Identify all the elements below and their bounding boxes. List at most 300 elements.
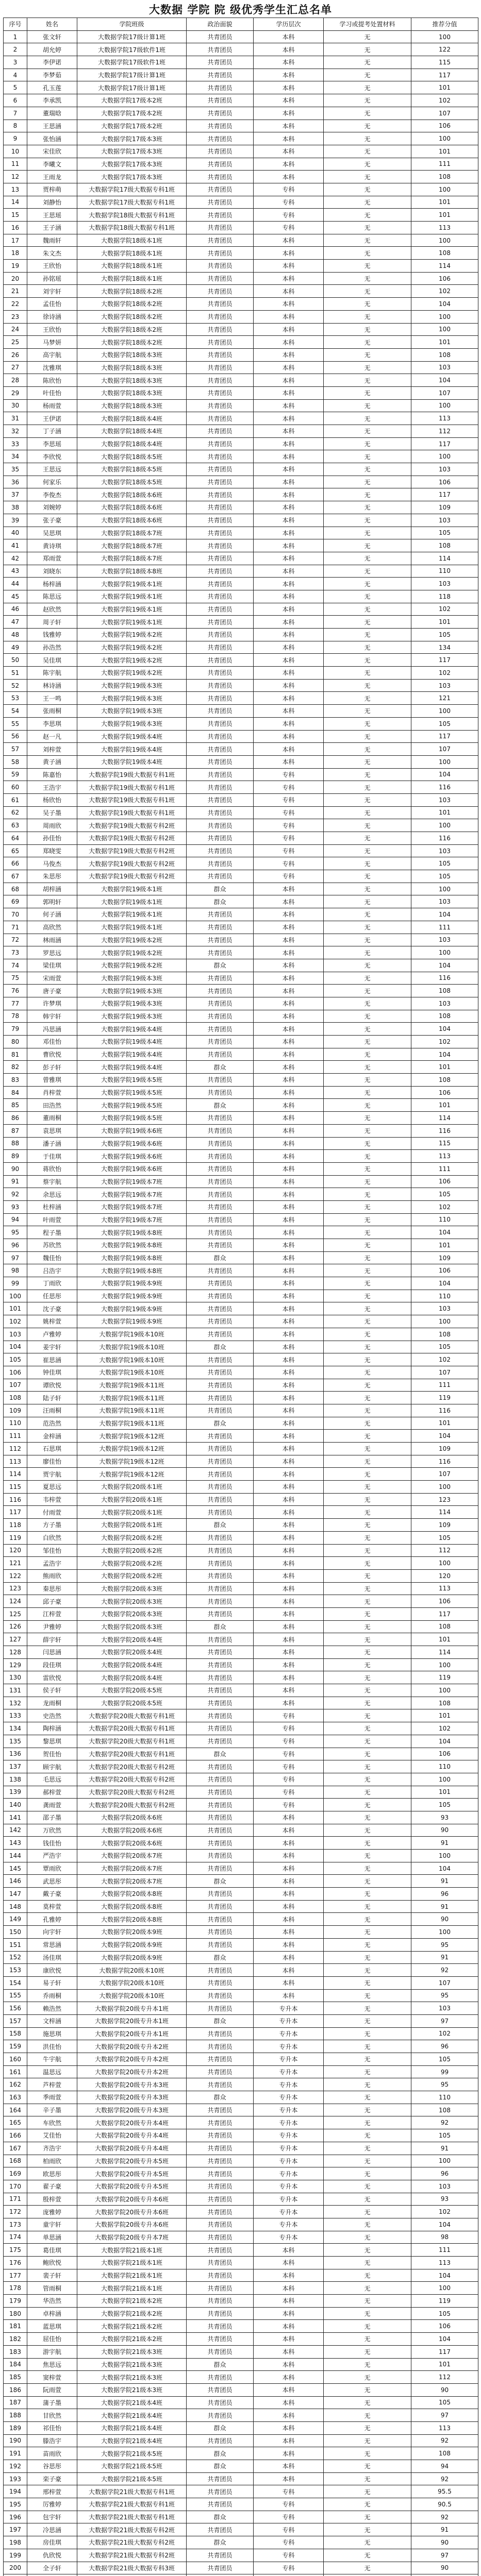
cell-index: 3 bbox=[4, 56, 27, 69]
cell-class: 大数据学院20级大数据专科2班 bbox=[77, 1760, 187, 1773]
cell-score: 100 bbox=[411, 2282, 478, 2295]
cell-class: 大数据学院19级本2班 bbox=[77, 934, 187, 946]
cell-index: 53 bbox=[4, 692, 27, 705]
cell-name: 洪佳怡 bbox=[27, 2040, 77, 2053]
cell-name: 阮雨萱 bbox=[27, 2383, 77, 2396]
cell-class: 大数据学院20级专升本2班 bbox=[77, 2065, 187, 2078]
cell-index: 18 bbox=[4, 247, 27, 260]
cell-score: 110 bbox=[411, 1213, 478, 1226]
cell-score: 100 bbox=[411, 1315, 478, 1328]
table-row bbox=[4, 1188, 478, 1201]
cell-class: 大数据学院19级本8班 bbox=[77, 1264, 187, 1277]
cell-political-status: 共青团员 bbox=[187, 1557, 254, 1570]
cell-political-status: 共青团员 bbox=[187, 1455, 254, 1468]
cell-index: 147 bbox=[4, 1888, 27, 1901]
cell-disciplinary-record: 无 bbox=[324, 806, 411, 819]
cell-class: 大数据学院17级本3班 bbox=[77, 132, 187, 145]
cell-disciplinary-record: 无 bbox=[324, 2511, 411, 2523]
cell-political-status: 共青团员 bbox=[187, 1010, 254, 1023]
cell-disciplinary-record: 无 bbox=[324, 1417, 411, 1430]
cell-political-status: 共青团员 bbox=[187, 1658, 254, 1671]
cell-education-level: 专科 bbox=[254, 209, 324, 222]
cell-education-level: 本科 bbox=[254, 336, 324, 349]
cell-education-level: 本科 bbox=[254, 2333, 324, 2346]
cell-class: 大数据学院19级大数据专科2班 bbox=[77, 819, 187, 832]
cell-score: 100 bbox=[411, 1773, 478, 1786]
cell-score: 103 bbox=[411, 2180, 478, 2193]
cell-class: 大数据学院19级大数据专科1班 bbox=[77, 793, 187, 806]
cell-education-level: 本科 bbox=[254, 514, 324, 527]
cell-education-level: 本科 bbox=[254, 1506, 324, 1519]
cell-name: 李伊诺 bbox=[27, 56, 77, 69]
cell-political-status: 共青团员 bbox=[187, 1900, 254, 1913]
cell-political-status: 共青团员 bbox=[187, 1023, 254, 1036]
cell-disciplinary-record: 无 bbox=[324, 1620, 411, 1633]
cell-disciplinary-record: 无 bbox=[324, 2269, 411, 2282]
cell-class: 大数据学院21级本4班 bbox=[77, 2434, 187, 2447]
table-row bbox=[4, 1735, 478, 1748]
table-row bbox=[4, 1251, 478, 1264]
cell-index: 133 bbox=[4, 1709, 27, 1722]
cell-score: 102 bbox=[411, 603, 478, 616]
cell-disciplinary-record: 无 bbox=[324, 972, 411, 985]
header-name: 姓名 bbox=[27, 18, 77, 31]
table-row bbox=[4, 755, 478, 768]
cell-name: 吕浩宇 bbox=[27, 1264, 77, 1277]
table-row bbox=[4, 1302, 478, 1315]
cell-class: 大数据学院17级本2班 bbox=[77, 94, 187, 107]
cell-score: 100 bbox=[411, 399, 478, 412]
cell-index: 116 bbox=[4, 1493, 27, 1506]
table-row bbox=[4, 2295, 478, 2308]
table-row bbox=[4, 895, 478, 908]
cell-class: 大数据学院18级本6班 bbox=[77, 488, 187, 501]
cell-index: 136 bbox=[4, 1748, 27, 1760]
cell-disciplinary-record: 无 bbox=[324, 857, 411, 870]
cell-education-level: 本科 bbox=[254, 2421, 324, 2434]
cell-name: 潘子涵 bbox=[27, 1137, 77, 1150]
cell-class: 大数据学院19级本7班 bbox=[77, 1213, 187, 1226]
cell-education-level: 本科 bbox=[254, 1837, 324, 1850]
cell-name: 彭子轩 bbox=[27, 1061, 77, 1074]
cell-name: 孙佳怡 bbox=[27, 832, 77, 845]
cell-index: 32 bbox=[4, 425, 27, 438]
cell-index: 92 bbox=[4, 1188, 27, 1201]
cell-index: 145 bbox=[4, 1862, 27, 1875]
cell-score: 102 bbox=[411, 667, 478, 680]
cell-score: 100 bbox=[411, 234, 478, 247]
cell-index: 135 bbox=[4, 1735, 27, 1748]
table-row bbox=[4, 1760, 478, 1773]
cell-index: 58 bbox=[4, 755, 27, 768]
cell-disciplinary-record: 无 bbox=[324, 908, 411, 921]
cell-political-status: 群众 bbox=[187, 1099, 254, 1112]
cell-name: 华浩然 bbox=[27, 2295, 77, 2308]
cell-political-status: 共青团员 bbox=[187, 1048, 254, 1061]
cell-name: 魏雨轩 bbox=[27, 234, 77, 247]
cell-disciplinary-record: 无 bbox=[324, 768, 411, 781]
cell-score: 104 bbox=[411, 1277, 478, 1290]
cell-disciplinary-record: 无 bbox=[324, 158, 411, 171]
cell-disciplinary-record: 无 bbox=[324, 30, 411, 43]
cell-name: 苗雨欣 bbox=[27, 2447, 77, 2460]
cell-disciplinary-record: 无 bbox=[324, 539, 411, 552]
table-row bbox=[4, 476, 478, 488]
cell-score: 101 bbox=[411, 806, 478, 819]
cell-class: 大数据学院20级本6班 bbox=[77, 1811, 187, 1824]
table-row bbox=[4, 2511, 478, 2523]
cell-class: 大数据学院19级本3班 bbox=[77, 1010, 187, 1023]
cell-score: 102 bbox=[411, 1353, 478, 1366]
cell-index: 134 bbox=[4, 1722, 27, 1735]
cell-political-status: 共青团员 bbox=[187, 171, 254, 183]
cell-political-status: 共青团员 bbox=[187, 30, 254, 43]
cell-score: 103 bbox=[411, 361, 478, 374]
cell-class: 大数据学院20级本3班 bbox=[77, 1595, 187, 1608]
cell-disciplinary-record: 无 bbox=[324, 2142, 411, 2155]
cell-index: 14 bbox=[4, 196, 27, 209]
cell-political-status: 共青团员 bbox=[187, 348, 254, 361]
cell-name: 韦梓萱 bbox=[27, 1493, 77, 1506]
cell-name: 牛宇航 bbox=[27, 2053, 77, 2066]
cell-political-status: 共青团员 bbox=[187, 908, 254, 921]
cell-disciplinary-record: 无 bbox=[324, 120, 411, 132]
cell-political-status: 共青团员 bbox=[187, 603, 254, 616]
cell-name: 刘婉婷 bbox=[27, 501, 77, 514]
cell-class: 大数据学院19级本2班 bbox=[77, 667, 187, 680]
cell-education-level: 专科 bbox=[254, 1760, 324, 1773]
cell-disciplinary-record: 无 bbox=[324, 43, 411, 56]
cell-education-level: 本科 bbox=[254, 2472, 324, 2485]
cell-political-status: 共青团员 bbox=[187, 145, 254, 158]
table-row bbox=[4, 2129, 478, 2142]
table-row bbox=[4, 374, 478, 387]
cell-score: 102 bbox=[411, 2027, 478, 2040]
cell-index: 9 bbox=[4, 132, 27, 145]
table-row bbox=[4, 946, 478, 959]
cell-index: 49 bbox=[4, 641, 27, 654]
cell-name: 董瑞晗 bbox=[27, 107, 77, 120]
table-row bbox=[4, 819, 478, 832]
cell-index: 28 bbox=[4, 374, 27, 387]
table-row bbox=[4, 1938, 478, 1951]
table-row bbox=[4, 781, 478, 794]
cell-political-status: 共青团员 bbox=[187, 361, 254, 374]
cell-name: 孟佳怡 bbox=[27, 298, 77, 311]
cell-political-status: 共青团员 bbox=[187, 667, 254, 680]
cell-name: 马俊杰 bbox=[27, 857, 77, 870]
cell-political-status: 共青团员 bbox=[187, 2523, 254, 2536]
cell-name: 夏思远 bbox=[27, 1481, 77, 1494]
cell-disciplinary-record: 无 bbox=[324, 1430, 411, 1443]
cell-score: 103 bbox=[411, 895, 478, 908]
cell-political-status: 共青团员 bbox=[187, 323, 254, 336]
cell-score: 111 bbox=[411, 921, 478, 934]
table-row bbox=[4, 437, 478, 450]
cell-political-status: 共青团员 bbox=[187, 1379, 254, 1392]
cell-disciplinary-record: 无 bbox=[324, 386, 411, 399]
table-row bbox=[4, 2167, 478, 2180]
cell-disciplinary-record: 无 bbox=[324, 1684, 411, 1697]
cell-class: 大数据学院18级本2班 bbox=[77, 285, 187, 298]
cell-score: 134 bbox=[411, 641, 478, 654]
cell-name: 陈宇航 bbox=[27, 667, 77, 680]
cell-disciplinary-record: 无 bbox=[324, 1175, 411, 1188]
cell-score: 100 bbox=[411, 946, 478, 959]
table-row bbox=[4, 552, 478, 565]
cell-disciplinary-record: 无 bbox=[324, 1023, 411, 1036]
cell-score: 113 bbox=[411, 2257, 478, 2269]
cell-political-status: 共青团员 bbox=[187, 412, 254, 425]
table-body bbox=[4, 30, 478, 2576]
cell-name: 邓佳怡 bbox=[27, 1036, 77, 1048]
cell-index: 89 bbox=[4, 1150, 27, 1163]
table-row bbox=[4, 1811, 478, 1824]
cell-political-status: 群众 bbox=[187, 2421, 254, 2434]
cell-education-level: 本科 bbox=[254, 743, 324, 756]
cell-disciplinary-record: 无 bbox=[324, 1607, 411, 1620]
cell-class: 大数据学院20级本7班 bbox=[77, 1862, 187, 1875]
cell-political-status: 共青团员 bbox=[187, 679, 254, 692]
cell-score: 101 bbox=[411, 145, 478, 158]
cell-name: 贾梓萌 bbox=[27, 183, 77, 196]
cell-index: 160 bbox=[4, 2053, 27, 2066]
cell-index: 15 bbox=[4, 209, 27, 222]
cell-name: 童宇轩 bbox=[27, 2218, 77, 2231]
cell-political-status: 共青团员 bbox=[187, 2269, 254, 2282]
table-row bbox=[4, 69, 478, 81]
cell-education-level: 本科 bbox=[254, 921, 324, 934]
cell-class: 大数据学院19级本1班 bbox=[77, 616, 187, 629]
cell-education-level: 本科 bbox=[254, 2257, 324, 2269]
table-row bbox=[4, 2421, 478, 2434]
cell-political-status: 共青团员 bbox=[187, 2282, 254, 2295]
cell-disciplinary-record: 无 bbox=[324, 1036, 411, 1048]
cell-education-level: 本科 bbox=[254, 2396, 324, 2409]
cell-name: 梁佳琪 bbox=[27, 959, 77, 972]
cell-political-status: 共青团员 bbox=[187, 692, 254, 705]
cell-class: 大数据学院21级本4班 bbox=[77, 2409, 187, 2422]
cell-name: 王欣怡 bbox=[27, 323, 77, 336]
cell-disciplinary-record: 无 bbox=[324, 450, 411, 463]
table-row bbox=[4, 361, 478, 374]
cell-political-status: 共青团员 bbox=[187, 819, 254, 832]
cell-name: 焦思远 bbox=[27, 2358, 77, 2371]
table-row bbox=[4, 2027, 478, 2040]
cell-class: 大数据学院17级大数据专科1班 bbox=[77, 183, 187, 196]
table-row bbox=[4, 1888, 478, 1901]
cell-score: 106 bbox=[411, 120, 478, 132]
cell-political-status: 共青团员 bbox=[187, 69, 254, 81]
table-row bbox=[4, 107, 478, 120]
table-row bbox=[4, 1684, 478, 1697]
cell-class: 大数据学院19级大数据专科1班 bbox=[77, 781, 187, 794]
cell-political-status: 共青团员 bbox=[187, 539, 254, 552]
table-row bbox=[4, 730, 478, 743]
cell-name: 丁雨欣 bbox=[27, 1277, 77, 1290]
cell-education-level: 本科 bbox=[254, 501, 324, 514]
cell-education-level: 本科 bbox=[254, 145, 324, 158]
cell-education-level: 专科 bbox=[254, 844, 324, 857]
cell-disciplinary-record: 无 bbox=[324, 1251, 411, 1264]
cell-class: 大数据学院21级本2班 bbox=[77, 2333, 187, 2346]
cell-class: 大数据学院18级本2班 bbox=[77, 323, 187, 336]
cell-index: 123 bbox=[4, 1582, 27, 1595]
table-row bbox=[4, 934, 478, 946]
table-row bbox=[4, 2257, 478, 2269]
cell-index: 181 bbox=[4, 2320, 27, 2333]
cell-index: 156 bbox=[4, 2002, 27, 2015]
cell-index: 55 bbox=[4, 717, 27, 730]
cell-political-status: 共青团员 bbox=[187, 2104, 254, 2116]
cell-disciplinary-record: 无 bbox=[324, 2345, 411, 2358]
cell-political-status: 共青团员 bbox=[187, 2116, 254, 2129]
cell-score: 101 bbox=[411, 2358, 478, 2371]
cell-index: 149 bbox=[4, 1913, 27, 1926]
cell-score: 106 bbox=[411, 476, 478, 488]
table-row bbox=[4, 527, 478, 539]
cell-score: 92 bbox=[411, 1964, 478, 1977]
cell-score: 119 bbox=[411, 1671, 478, 1684]
cell-class: 大数据学院19级本5班 bbox=[77, 1086, 187, 1099]
cell-index: 166 bbox=[4, 2129, 27, 2142]
cell-education-level: 本科 bbox=[254, 1824, 324, 1837]
cell-political-status: 共青团员 bbox=[187, 1976, 254, 1989]
cell-education-level: 本科 bbox=[254, 1900, 324, 1913]
cell-disciplinary-record: 无 bbox=[324, 2434, 411, 2447]
cell-political-status: 共青团员 bbox=[187, 1595, 254, 1608]
cell-disciplinary-record: 无 bbox=[324, 69, 411, 81]
cell-index: 122 bbox=[4, 1569, 27, 1582]
cell-education-level: 本科 bbox=[254, 717, 324, 730]
cell-class: 大数据学院19级本6班 bbox=[77, 1162, 187, 1175]
cell-education-level: 本科 bbox=[254, 679, 324, 692]
cell-index: 98 bbox=[4, 1264, 27, 1277]
cell-name: 汪雨桐 bbox=[27, 1404, 77, 1417]
cell-class: 大数据学院20级专升本4班 bbox=[77, 2116, 187, 2129]
cell-name: 全子轩 bbox=[27, 2562, 77, 2574]
table-row bbox=[4, 2549, 478, 2562]
cell-disciplinary-record: 无 bbox=[324, 844, 411, 857]
cell-education-level: 本科 bbox=[254, 755, 324, 768]
cell-education-level: 专升本 bbox=[254, 2167, 324, 2180]
cell-education-level: 本科 bbox=[254, 1684, 324, 1697]
cell-index: 62 bbox=[4, 806, 27, 819]
cell-score: 108 bbox=[411, 1328, 478, 1341]
cell-score: 104 bbox=[411, 1735, 478, 1748]
cell-score: 97 bbox=[411, 2549, 478, 2562]
cell-disciplinary-record: 无 bbox=[324, 1353, 411, 1366]
table-row bbox=[4, 2307, 478, 2320]
cell-index: 19 bbox=[4, 260, 27, 273]
cell-class: 大数据学院17级计算1班 bbox=[77, 81, 187, 94]
cell-name: 易子轩 bbox=[27, 1976, 77, 1989]
cell-name: 赵欣然 bbox=[27, 603, 77, 616]
cell-education-level: 专科 bbox=[254, 1722, 324, 1735]
cell-education-level: 本科 bbox=[254, 1976, 324, 1989]
cell-index: 108 bbox=[4, 1392, 27, 1404]
cell-education-level: 专科 bbox=[254, 819, 324, 832]
cell-index: 195 bbox=[4, 2498, 27, 2511]
cell-class: 大数据学院18级本2班 bbox=[77, 310, 187, 323]
table-row bbox=[4, 183, 478, 196]
table-row bbox=[4, 2282, 478, 2295]
cell-disciplinary-record: 无 bbox=[324, 488, 411, 501]
cell-class: 大数据学院20级专升本1班 bbox=[77, 2027, 187, 2040]
cell-education-level: 本科 bbox=[254, 437, 324, 450]
cell-education-level: 本科 bbox=[254, 1404, 324, 1417]
cell-disciplinary-record: 无 bbox=[324, 412, 411, 425]
cell-score: 120 bbox=[411, 1569, 478, 1582]
cell-class: 大数据学院20级本1班 bbox=[77, 1506, 187, 1519]
cell-political-status: 群众 bbox=[187, 1061, 254, 1074]
cell-name: 栾子豪 bbox=[27, 2472, 77, 2485]
cell-disciplinary-record: 无 bbox=[324, 2409, 411, 2422]
cell-class: 大数据学院19级本6班 bbox=[77, 1150, 187, 1163]
cell-name: 王雨龙 bbox=[27, 171, 77, 183]
cell-index: 189 bbox=[4, 2421, 27, 2434]
cell-disciplinary-record: 无 bbox=[324, 1506, 411, 1519]
cell-index: 140 bbox=[4, 1799, 27, 1811]
cell-class: 大数据学院19级本3班 bbox=[77, 972, 187, 985]
cell-class: 大数据学院20级大数据专科1班 bbox=[77, 1722, 187, 1735]
cell-political-status: 共青团员 bbox=[187, 1124, 254, 1137]
table-row bbox=[4, 488, 478, 501]
cell-score: 101 bbox=[411, 1239, 478, 1252]
cell-education-level: 本科 bbox=[254, 1099, 324, 1112]
cell-name: 张文轩 bbox=[27, 30, 77, 43]
cell-name: 钱佳怡 bbox=[27, 1837, 77, 1850]
cell-index: 105 bbox=[4, 1353, 27, 1366]
cell-class: 大数据学院21级本3班 bbox=[77, 2345, 187, 2358]
cell-education-level: 本科 bbox=[254, 946, 324, 959]
cell-index: 63 bbox=[4, 819, 27, 832]
table-row bbox=[4, 2472, 478, 2485]
table-row bbox=[4, 1443, 478, 1455]
cell-name: 蓝思琪 bbox=[27, 2320, 77, 2333]
cell-class: 大数据学院19级本2班 bbox=[77, 654, 187, 667]
cell-name: 闫思涵 bbox=[27, 1646, 77, 1659]
cell-index: 144 bbox=[4, 1850, 27, 1862]
cell-index: 40 bbox=[4, 527, 27, 539]
cell-education-level: 专科 bbox=[254, 2523, 324, 2536]
cell-disciplinary-record: 无 bbox=[324, 2383, 411, 2396]
header-score: 推荐分值 bbox=[411, 18, 478, 31]
cell-political-status: 共青团员 bbox=[187, 717, 254, 730]
cell-education-level: 本科 bbox=[254, 1926, 324, 1939]
cell-class: 大数据学院18级本7班 bbox=[77, 539, 187, 552]
cell-class: 大数据学院19级本12班 bbox=[77, 1468, 187, 1481]
cell-class: 大数据学院19级大数据专科1班 bbox=[77, 806, 187, 819]
cell-score: 100 bbox=[411, 1684, 478, 1697]
cell-education-level: 本科 bbox=[254, 1430, 324, 1443]
table-row bbox=[4, 285, 478, 298]
cell-score: 108 bbox=[411, 247, 478, 260]
cell-index: 74 bbox=[4, 959, 27, 972]
cell-name: 李欣悦 bbox=[27, 450, 77, 463]
table-row bbox=[4, 348, 478, 361]
cell-class: 大数据学院19级本7班 bbox=[77, 1188, 187, 1201]
cell-index: 175 bbox=[4, 2244, 27, 2257]
cell-education-level: 本科 bbox=[254, 412, 324, 425]
cell-education-level: 本科 bbox=[254, 2282, 324, 2295]
cell-disciplinary-record: 无 bbox=[324, 1061, 411, 1074]
cell-disciplinary-record: 无 bbox=[324, 552, 411, 565]
cell-index: 10 bbox=[4, 145, 27, 158]
cell-political-status: 共青团员 bbox=[187, 934, 254, 946]
table-row bbox=[4, 1226, 478, 1239]
cell-political-status: 共青团员 bbox=[187, 1582, 254, 1595]
